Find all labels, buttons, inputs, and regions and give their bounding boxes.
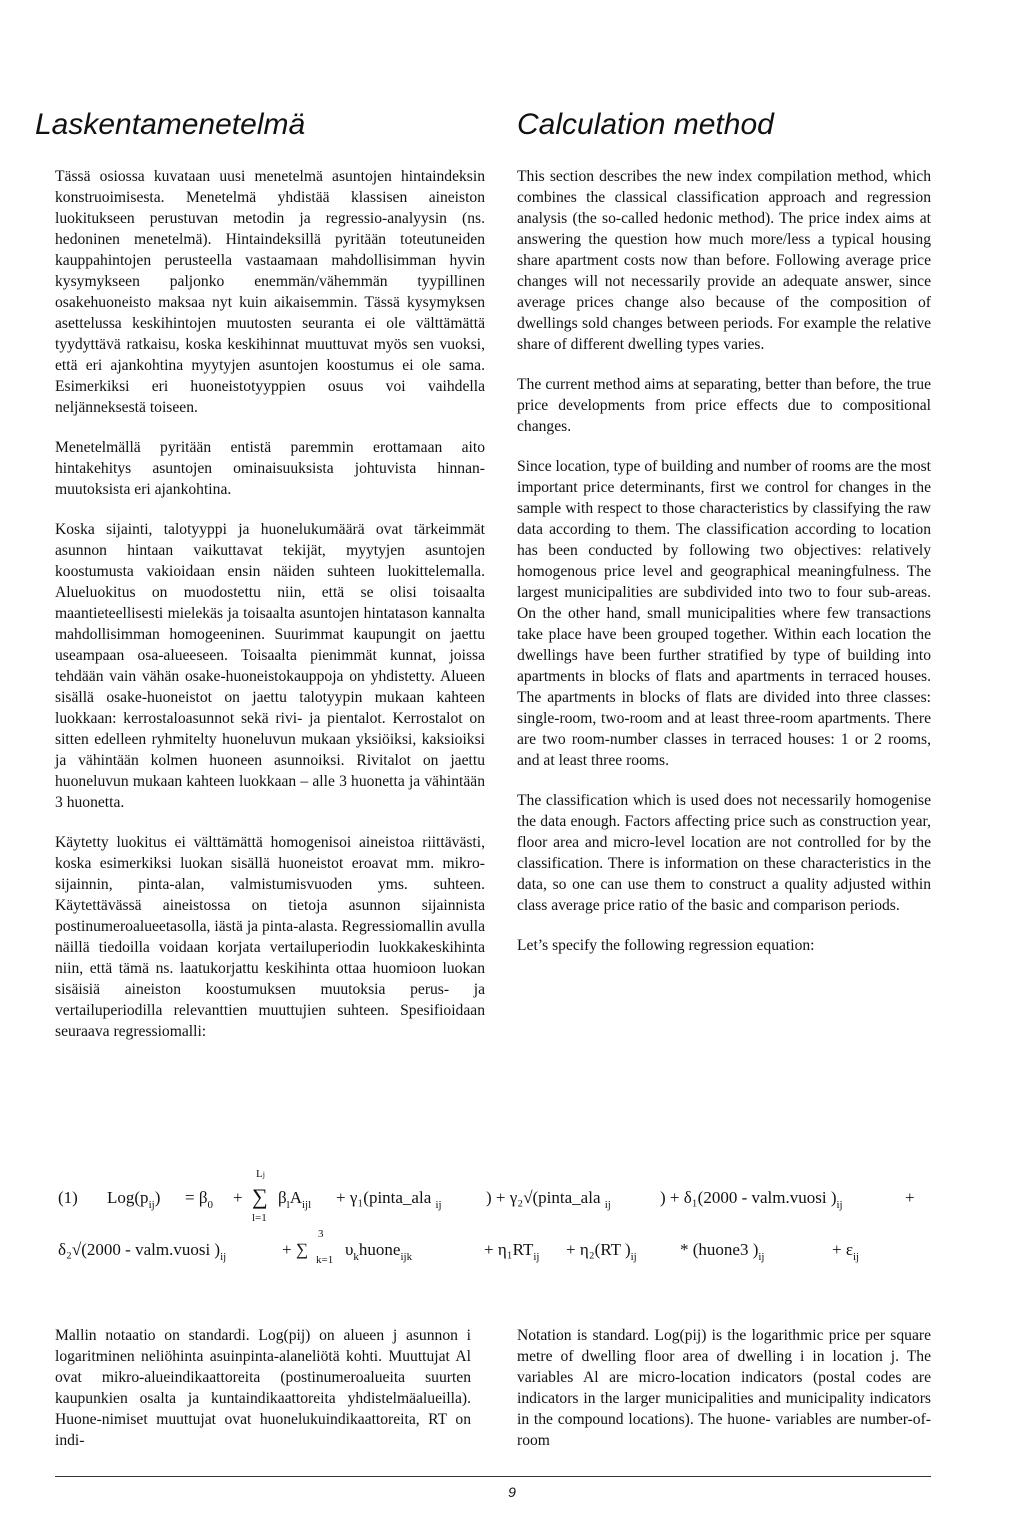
eq-v-term (345, 1240, 412, 1263)
fi-paragraph-1: Tässä osiossa kuvataan uusi menetelmä asuntojen hintaindeksin konstruoimisesta. Menetelmä yhdistää klassisen aineiston luokitukseen perustuvan metodin ja regressio-analyysin (ns. hedoninen menetelmä). Hintaindeksillä pyritään toteutuneiden kauppahintojen perusteella vastaamaan mahdollisimman hyvin kysymykseen paljonko enemmän/vähemmän tyypillinen osakehuoneisto maksaa nyt kuin aikaisemmin. Tässä kysymyksen asettelussa keskihintojen muutosten seuranta ei ole välttämättä tyydyttävä ratkaisu, koska keskihinnat muuttuvat myös sen vuoksi, että eri ajankohtina myytyjen asuntojen koostumus ei ole sama. Esimerkiksi eri huoneistotyyppien osuus voi vaihdella neljänneksestä toiseen. (55, 168, 485, 416)
eq-delta2-sub: ij (220, 1251, 227, 1263)
eq-log-term: $Log(p_{ij})$ (107, 1188, 161, 1211)
heading-finnish: Laskentamenetelmä (35, 108, 306, 141)
fi-paragraph-3: Koska sijainti, talotyyppi ja huonelukumäärä ovat tärkeimmät asunnon hintaan vaikuttavat tekijät, myytyjen asuntojen koostumusta vakioidaan ensin näiden suhteen luokittelemalla. Alueluokitus on muodostettu niin, että se olisi toisaalta maantieteellisesti mielekäs ja toisaalta asuntojen hintatason kannalta mahdollisimman homogeeninen. Suurimmat kaupungit on jaettu useampaan osa-alueeseen. Toisaalta pienimmät kunnat, joissa tehdään vain vähän osake-huoneistokauppoja on yhdistetty. Alueen sisällä osake-huoneistot on jaettu talotyypin mukaan kahteen luokkaan: kerrostaloasunnot sekä rivi- ja pientalot. Kerrostalot on sitten edelleen ryhmitelty huoneluvun mukaan yksiöiksi, kaksioiksi ja vähintään kolmen huoneen asunnoiksi. Rivitalot on jaettu huoneluvun mukaan kahteen luokkaan – alle 3 huonetta ja vähintään 3 huonetta. (55, 521, 485, 811)
eq-gamma2-sub: ij (604, 1199, 611, 1211)
eq-delta2: δ₂√(2000 - valm.vuosi ) (58, 1240, 221, 1259)
eq-gamma2: ) + γ₂√(pinta_ala (486, 1188, 601, 1207)
english-notation-paragraph (517, 1325, 931, 1451)
equation-number: (1) (58, 1188, 78, 1207)
eq-sum-upper-sub: j (262, 1170, 265, 1179)
eq-a: A (289, 1188, 302, 1207)
english-column (517, 166, 931, 975)
eq-eta2: + η₂(RT ) (566, 1240, 631, 1259)
eq-eps: + ε (832, 1240, 853, 1259)
en-paragraph-4: The classification which is used does not necessarily homogenise the data enough. Factors affecting price such as construction year, floor area and micro-level location are not controlled for by the classification. There is information on these characteristics in the data, so one can use them to construct a quality adjusted within class average price ratio of the basic and comparison periods. (517, 792, 931, 914)
eq-eta2-sub: ij (630, 1251, 637, 1263)
eq-sum-upper-text: L (256, 1168, 263, 1180)
eq-delta1-term (660, 1188, 843, 1211)
eq-gamma1-term (336, 1188, 442, 1211)
heading-english: Calculation method (517, 108, 774, 141)
eq-eta1-sub: ij (533, 1251, 540, 1263)
eq-delta1-sub: ij (836, 1199, 843, 1211)
eq-beta-l: β (278, 1188, 287, 1207)
eq-eta2-term (566, 1240, 637, 1263)
page-number: 9 (508, 1484, 516, 1500)
eq-huone3-term (680, 1240, 765, 1263)
eq-gamma1-sub: ij (435, 1199, 442, 1211)
eq-huone: huone (358, 1240, 401, 1259)
en-paragraph-1: This section describes the new index compilation method, which combines the classical classification approach and regression analysis (the so-called hedonic method). The price index aims at answering the question how much more/less a typical housing share apartment costs now than before. Following average price changes will not necessarily provide an adequate answer, since average prices change also because of the composition of dwellings sold changes between periods. For example the relative share of different dwelling types varies. (517, 168, 931, 353)
eq-sum-sign: ∑ (252, 1184, 268, 1209)
eq-eps-sub: ij (852, 1251, 860, 1263)
eq-eta1: + η₁RT (484, 1240, 534, 1259)
eq-beta-l-sub: l (286, 1199, 290, 1211)
eq-gamma2-term (486, 1188, 611, 1211)
footer-rule (55, 1476, 931, 1477)
eq-beta0-sub: 0 (207, 1199, 213, 1211)
eq-sum-upper (256, 1168, 265, 1180)
finnish-notation-paragraph (55, 1325, 471, 1451)
eq-huone3: * (huone3 ) (680, 1240, 759, 1259)
eq-sum2-term: + ∑ (282, 1240, 308, 1259)
eq-eps-term (832, 1240, 859, 1263)
en-paragraph-2: The current method aims at separating, better than before, the true price developments from price effects due to compositional changes. (517, 376, 931, 435)
finnish-column (55, 166, 485, 1061)
eq-huone-sub: ijk (400, 1251, 413, 1263)
eq-v-sub: k (353, 1251, 359, 1263)
eq-eta1-term (484, 1240, 539, 1263)
en-notation-text: Notation is standard. Log(pij) is the logarithmic price per square metre of dwelling floor area of dwelling i in location j. The variables Al are micro-location indicators (postal codes are indicators in the larger municipalities and municipality indicators in the compound locations). The huone- variables are number-of-room (517, 1327, 931, 1449)
eq-v: υ (345, 1240, 354, 1259)
eq-end-plus: + (905, 1188, 915, 1207)
eq-delta2-term (58, 1240, 226, 1263)
eq-p-sub: ij (148, 1199, 155, 1211)
eq-plus-1: + (233, 1188, 243, 1207)
fi-notation-text: Mallin notaatio on standardi. Log(pij) on alueen j asunnon i logaritminen neliöhinta asuinpinta-alaneliötä kohti. Muuttujat Al ovat mikro-alueindikaattoreita (postinumeroalueita suurten kaupunkien osalta ja kuntaindikaattoreita yhdistelmäalueilla). Huone-nimiset muuttujat ovat huonelukuindikaattoreita, RT on indi- (55, 1327, 471, 1449)
eq-log: Log (107, 1188, 135, 1207)
eq-sum2-lower: k=1 (316, 1254, 334, 1266)
eq-delta1: ) + δ₁(2000 - valm.vuosi ) (660, 1188, 837, 1207)
fi-paragraph-2: Menetelmällä pyritään entistä paremmin erottamaan aito hintakehitys asuntojen ominaisuuksista johtuvista hinnan-muutoksista eri ajankohtina. (55, 439, 485, 498)
eq-a-sub: ijl (302, 1199, 312, 1211)
eq-sum-lower: l=1 (252, 1212, 267, 1224)
eq-beta0-text: = β (185, 1188, 208, 1207)
eq-gamma1: + γ₁(pinta_ala (336, 1188, 432, 1207)
en-paragraph-3: Since location, type of building and number of rooms are the most important price determinants, first we control for changes in the sample with respect to those characteristics by classifying the raw data according to them. The classification according to location has been conducted by following two objectives: relatively homogenous price level and geographical meaningfulness. The largest municipalities are subdivided into two to four sub-areas. On the other hand, small municipalities where few transactions take place have been grouped together. Within each location the dwellings have been further stratified by type of building into apartments in blocks of flats and apartments in terraced houses. The apartments in blocks of flats are divided into three classes: single-room, two-room and at least three-room apartments. There are two room-number classes in terraced houses: 1 or 2 rooms, and at least three rooms. (517, 458, 932, 769)
eq-sum2-upper: 3 (318, 1228, 324, 1240)
fi-paragraph-4: Käytetty luokitus ei välttämättä homogenisoi aineistoa riittävästi, koska esimerkiksi luokan sisällä huoneistot eroavat mm. mikro-sijainnin, pinta-alan, valmistumisvuoden yms. suhteen. Käytettävässä aineistossa on tietoja asunnon sijainnista postinumeroalueetasolla, iästä ja pinta-alasta. Regressiomallin avulla näillä tiedoilla voidaan korjata vertailuperiodin luokkakeskihinta niin, että tämä ns. laatukorjattu keskihinta ottaa huomioon luokan sisäisiä aineiston koostumuksen muutoksia perus- ja vertailuperiodilla relevanttien muuttujien suhteen. Spesifioidaan seuraava regressiomalli: (55, 834, 485, 1040)
eq-huone3-sub: ij (758, 1251, 765, 1263)
eq-beta0 (185, 1188, 213, 1211)
eq-beta-l-term (278, 1188, 311, 1211)
en-paragraph-5: Let’s specify the following regression equation: (517, 937, 815, 954)
